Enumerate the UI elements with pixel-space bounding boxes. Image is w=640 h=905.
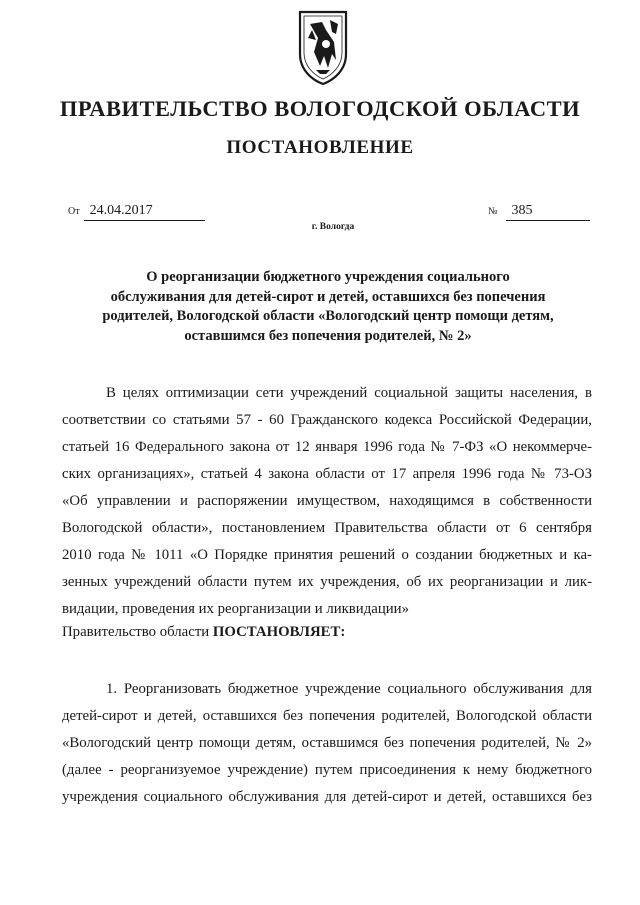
paragraph-line: ских организациях», статьей 4 закона области от 17 апреля 1996 года № 73-ОЗ [62, 466, 592, 482]
document-type: ПОСТАНОВЛЕНИЕ [226, 137, 414, 158]
preamble-paragraph [62, 380, 592, 623]
paragraph-line: «Вологодский центр помощи детям, оставшимся без попечения родителей, № 2» [62, 735, 592, 751]
paragraph-line: соответствии со статьями 57 - 60 Гражданского кодекса Российской Федерации, [62, 412, 592, 428]
coat-of-arms-icon [296, 8, 350, 86]
number-prefix: № [488, 206, 498, 217]
paragraph-line: Вологодской области», постановлением Правительства области от 6 сентября [62, 520, 592, 536]
paragraph-line: «Об управлении и распоряжении имуществом, находящимся в собственности [62, 493, 592, 509]
subject-line: О реорганизации бюджетного учреждения социального [146, 269, 510, 285]
paragraph-line: зенных учреждений области путем их учреждения, об их реорганизации и лик- [62, 574, 592, 590]
decree-statement [62, 624, 345, 641]
number-value: 385 [506, 203, 590, 221]
paragraph-line: 2010 года № 1011 «О Порядке принятия решений о создании бюджетных и ка- [62, 547, 592, 563]
paragraph-line: статьей 16 Федерального закона от 12 января 1996 года № 7-ФЗ «О некоммерче- [62, 439, 592, 455]
paragraph-line: детей-сирот и детей, оставшихся без попечения родителей, Вологодской области [62, 708, 592, 724]
date-field [68, 203, 205, 221]
clause-1 [62, 676, 592, 811]
date-prefix: От [68, 206, 80, 217]
decree-prefix: Правительство области [62, 624, 210, 640]
paragraph-line: В целях оптимизации сети учреждений социальной защиты населения, в [106, 385, 592, 401]
number-field [488, 203, 590, 221]
city-label: г. Вологда [311, 222, 355, 232]
government-title: ПРАВИТЕЛЬСТВО ВОЛОГОДСКОЙ ОБЛАСТИ [59, 96, 581, 121]
paragraph-line: учреждения социального обслуживания для детей-сирот и детей, оставшихся без [62, 789, 592, 805]
paragraph-line: видации, проведения их реорганизации и ликвидации» [62, 601, 409, 617]
paragraph-line: 1. Реорганизовать бюджетное учреждение социального обслуживания для [106, 681, 592, 697]
subject-line: обслуживания для детей-сирот и детей, оставшихся без попечения [110, 288, 546, 305]
document-subject [88, 268, 568, 346]
paragraph-line: (далее - реорганизуемое учреждение) путем присоединения к нему бюджетного [62, 762, 592, 778]
subject-line: оставшимся без попечения родителей, № 2» [184, 327, 472, 344]
date-value: 24.04.2017 [84, 203, 205, 221]
subject-line: родителей, Вологодской области «Вологодский центр помощи детям, [102, 308, 554, 324]
decree-keyword: ПОСТАНОВЛЯЕТ: [212, 624, 346, 640]
